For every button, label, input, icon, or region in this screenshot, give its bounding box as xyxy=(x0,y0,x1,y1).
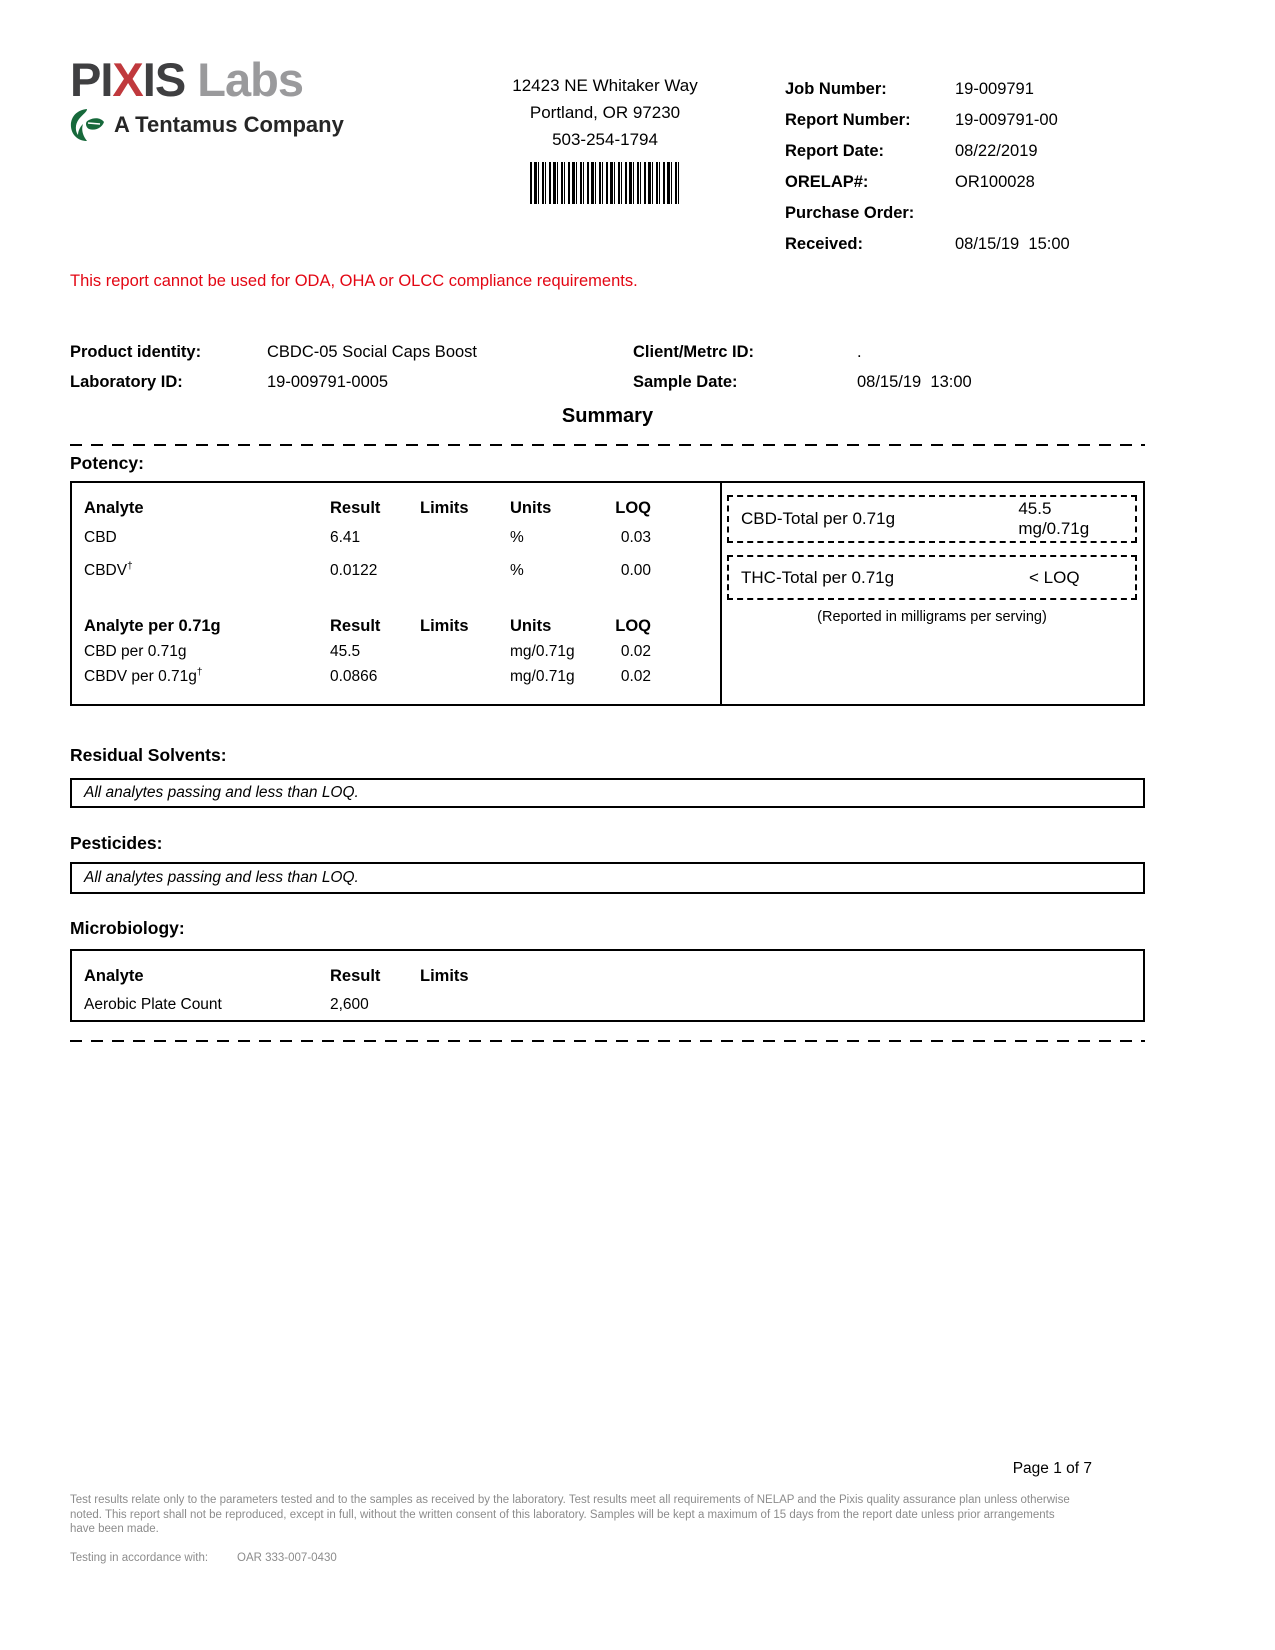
logo-part-x: X xyxy=(112,53,143,106)
meta-row-report-date xyxy=(785,136,1070,167)
meta-value: 19-009791-00 xyxy=(955,111,1058,129)
analyte-cell: CBDV per 0.71g† xyxy=(84,666,203,686)
compliance-notice: This report cannot be used for ODA, OHA or OLCC compliance requirements. xyxy=(70,272,638,290)
residual-solvents-heading: Residual Solvents: xyxy=(70,745,227,765)
potency-heading: Potency: xyxy=(70,453,144,473)
meta-value: 19-009791 xyxy=(955,80,1034,98)
cbd-total-label: CBD-Total per 0.71g xyxy=(741,509,896,528)
col-units: Units xyxy=(510,616,552,635)
testing-value: OAR 333-007-0430 xyxy=(237,1552,337,1564)
meta-row-received xyxy=(785,229,1070,260)
laboratory-id-label: Laboratory ID: xyxy=(70,373,183,391)
logo-part-pi: PI xyxy=(70,53,113,106)
col-limits: Limits xyxy=(420,966,469,985)
meta-label: Job Number: xyxy=(785,80,887,98)
logo-part-labs: Labs xyxy=(185,53,303,106)
meta-row-job-number xyxy=(785,74,1070,105)
potency-table2-header xyxy=(84,613,708,639)
table-row xyxy=(84,664,708,689)
barcode xyxy=(530,162,680,204)
sample-info-row-2 xyxy=(70,367,1145,397)
col-loq: LOQ xyxy=(615,616,651,635)
report-meta xyxy=(785,74,1070,260)
microbiology-heading: Microbiology: xyxy=(70,918,185,938)
logo-part-is: IS xyxy=(142,53,186,106)
col-analyte-per: Analyte per 0.71g xyxy=(84,616,221,635)
table-row xyxy=(84,989,1131,1021)
thc-total-value: < LOQ xyxy=(1029,567,1080,587)
cbd-total-value: 45.5 mg/0.71g xyxy=(1018,499,1090,538)
dashed-divider-top xyxy=(70,444,1145,446)
table-row xyxy=(84,639,708,664)
analyte-cell: CBD per 0.71g xyxy=(84,643,187,661)
meta-label: ORELAP#: xyxy=(785,173,869,191)
laboratory-id-value: 19-009791-0005 xyxy=(267,373,389,391)
meta-row-orelap xyxy=(785,167,1070,198)
potency-totals xyxy=(722,483,1143,704)
col-analyte: Analyte xyxy=(84,966,144,985)
pesticides-heading: Pesticides: xyxy=(70,833,163,853)
summary-title: Summary xyxy=(561,405,654,427)
potency-tables xyxy=(72,483,722,704)
loq-cell: 0.02 xyxy=(620,642,651,660)
result-cell: 2,600 xyxy=(330,996,369,1013)
microbiology-box xyxy=(70,949,1145,1022)
dashed-divider-bottom xyxy=(70,1040,1145,1042)
microbiology-header xyxy=(84,963,1131,989)
loq-cell: 0.02 xyxy=(620,667,651,685)
address-phone: 503-254-1794 xyxy=(552,130,658,149)
product-identity-value: CBDC-05 Social Caps Boost xyxy=(267,343,478,361)
result-cell: 0.0122 xyxy=(330,561,378,579)
testing-accordance xyxy=(70,1552,337,1564)
meta-row-purchase-order xyxy=(785,198,1070,229)
result-cell: 0.0866 xyxy=(330,667,378,685)
pixis-labs-logo xyxy=(70,53,344,142)
result-cell: 6.41 xyxy=(330,528,361,546)
units-cell: mg/0.71g xyxy=(510,642,575,660)
meta-value: OR100028 xyxy=(955,173,1035,191)
units-cell: mg/0.71g xyxy=(510,667,575,685)
totals-note: (Reported in milligrams per serving) xyxy=(817,609,1047,625)
meta-label: Received: xyxy=(785,235,863,253)
sample-info xyxy=(70,337,1145,397)
meta-label: Report Number: xyxy=(785,111,911,129)
analyte-cell: CBD xyxy=(84,529,117,547)
tentamus-leaf-icon xyxy=(70,108,106,142)
residual-solvents-statement: All analytes passing and less than LOQ. xyxy=(70,778,1145,808)
loq-cell: 0.00 xyxy=(620,561,651,579)
col-limits: Limits xyxy=(420,616,469,635)
address-line1: 12423 NE Whitaker Way xyxy=(512,76,698,95)
col-limits: Limits xyxy=(420,498,469,517)
thc-total-box xyxy=(727,555,1137,600)
thc-total-label: THC-Total per 0.71g xyxy=(741,567,895,587)
units-cell: % xyxy=(510,561,524,579)
potency-box xyxy=(70,481,1145,706)
logo-tagline: A Tentamus Company xyxy=(114,112,344,137)
footer-disclaimer: Test results relate only to the parameters tested and to the samples as received by the laboratory. Test results meet all requirements of NELAP and the Pixis quality assurance plan unless otherwise noted. This report shall not be reproduced, except in full, without the written consent of this laboratory. Samples will be kept a maximum of 15 days from the report date unless prior arrangements have been made. xyxy=(70,1494,1070,1536)
col-result: Result xyxy=(330,616,381,635)
col-loq: LOQ xyxy=(615,498,651,517)
col-analyte: Analyte xyxy=(84,498,144,517)
meta-label: Report Date: xyxy=(785,142,885,160)
result-cell: 45.5 xyxy=(330,642,361,660)
units-cell: % xyxy=(510,528,524,546)
col-units: Units xyxy=(510,498,552,517)
client-metrc-value: . xyxy=(857,343,862,361)
col-result: Result xyxy=(330,498,381,517)
page-number: Page 1 of 7 xyxy=(1012,1460,1092,1477)
logo-wordmark xyxy=(70,53,344,106)
table-row xyxy=(84,554,708,587)
analyte-cell: CBDV† xyxy=(84,560,133,580)
sample-info-row-1 xyxy=(70,337,1145,367)
meta-row-report-number xyxy=(785,105,1070,136)
address-line2: Portland, OR 97230 xyxy=(529,103,681,122)
sample-date-label: Sample Date: xyxy=(633,373,738,391)
client-metrc-label: Client/Metrc ID: xyxy=(633,343,755,361)
product-identity-label: Product identity: xyxy=(70,343,202,361)
pesticides-statement: All analytes passing and less than LOQ. xyxy=(70,862,1145,894)
meta-value: 08/22/2019 xyxy=(955,142,1038,160)
lab-address xyxy=(440,72,770,212)
potency-table1-header xyxy=(84,495,708,521)
testing-label: Testing in accordance with: xyxy=(70,1552,209,1564)
meta-label: Purchase Order: xyxy=(785,204,915,222)
col-result: Result xyxy=(330,966,381,985)
sample-date-value: 08/15/19 13:00 xyxy=(857,373,972,391)
meta-value: 08/15/19 15:00 xyxy=(955,235,1070,253)
cbd-total-box xyxy=(727,495,1137,543)
analyte-cell: Aerobic Plate Count xyxy=(84,996,222,1013)
table-row xyxy=(84,521,708,554)
loq-cell: 0.03 xyxy=(620,528,651,546)
